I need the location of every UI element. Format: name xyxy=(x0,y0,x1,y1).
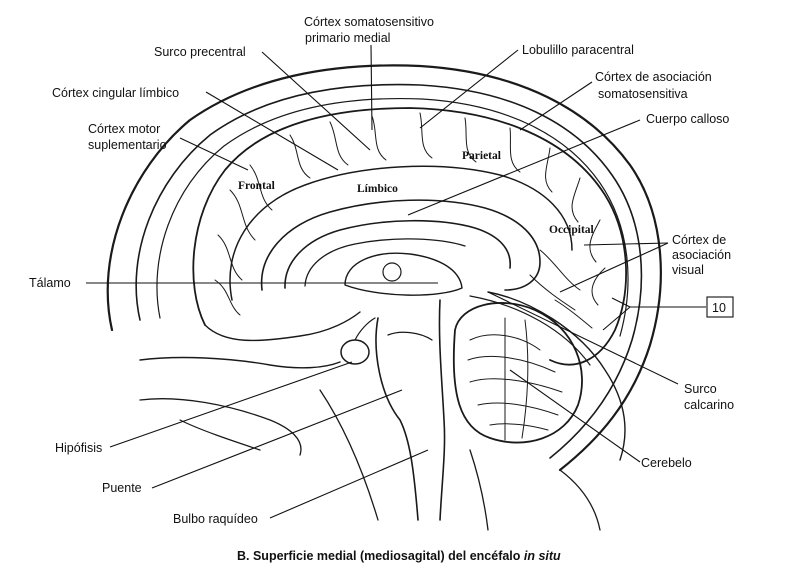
label-motor-sup-1: Córtex motor xyxy=(88,122,161,136)
label-hipofisis: Hipófisis xyxy=(55,441,103,455)
leader-lines xyxy=(86,45,706,518)
region-limbico: Límbico xyxy=(357,183,398,195)
label-somatosensitivo-1: Córtex somatosensitivo xyxy=(304,15,434,29)
label-puente: Puente xyxy=(102,481,142,495)
cingulate-and-callosum xyxy=(230,166,572,300)
leader-visual-1 xyxy=(584,243,668,245)
leader-lobulillo xyxy=(420,50,518,128)
pituitary xyxy=(341,318,375,364)
leader-cerebelo xyxy=(510,370,640,462)
leader-puente xyxy=(152,390,402,488)
region-frontal: Frontal xyxy=(238,180,275,192)
label-motor-sup-2: suplementario xyxy=(88,138,167,152)
leader-somatosensitivo xyxy=(371,45,372,130)
leader-visual-2 xyxy=(560,243,668,292)
label-surco-calcarino-1: Surco xyxy=(684,382,717,396)
cerebellum xyxy=(454,303,582,443)
label-surco-calcarino-2: calcarino xyxy=(684,398,735,412)
label-visual-3: visual xyxy=(672,263,704,277)
region-occipital: Occipital xyxy=(549,224,594,236)
label-bulbo: Bulbo raquídeo xyxy=(173,512,258,526)
label-talamo: Tálamo xyxy=(29,276,71,290)
label-asociacion-soma-2: somatosensitiva xyxy=(598,87,688,101)
leader-hipofisis xyxy=(110,362,352,447)
cerebrum xyxy=(193,108,626,365)
leader-cuerpo-calloso xyxy=(408,120,640,215)
caption-main: B. Superficie medial (mediosagital) del encéfalo xyxy=(237,549,524,563)
brainstem xyxy=(376,300,444,520)
label-lobulillo-paracentral: Lobulillo paracentral xyxy=(522,43,634,57)
label-asociacion-soma-1: Córtex de asociación xyxy=(595,70,712,84)
label-visual-2: asociación xyxy=(672,248,732,262)
figure-caption xyxy=(237,549,561,563)
region-parietal: Parietal xyxy=(462,150,501,162)
label-cuerpo-calloso: Cuerpo calloso xyxy=(646,112,730,126)
thalamus xyxy=(345,253,462,295)
label-box-number: 10 xyxy=(712,301,726,315)
label-surco-precentral: Surco precentral xyxy=(154,45,246,59)
label-visual-1: Córtex de xyxy=(672,233,727,247)
label-cerebelo: Cerebelo xyxy=(641,456,692,470)
label-cingular: Córtex cingular límbico xyxy=(52,86,180,100)
label-somatosensitivo-2: primario medial xyxy=(305,31,391,45)
leader-bulbo xyxy=(270,450,428,518)
caption-italic: in situ xyxy=(523,549,561,563)
